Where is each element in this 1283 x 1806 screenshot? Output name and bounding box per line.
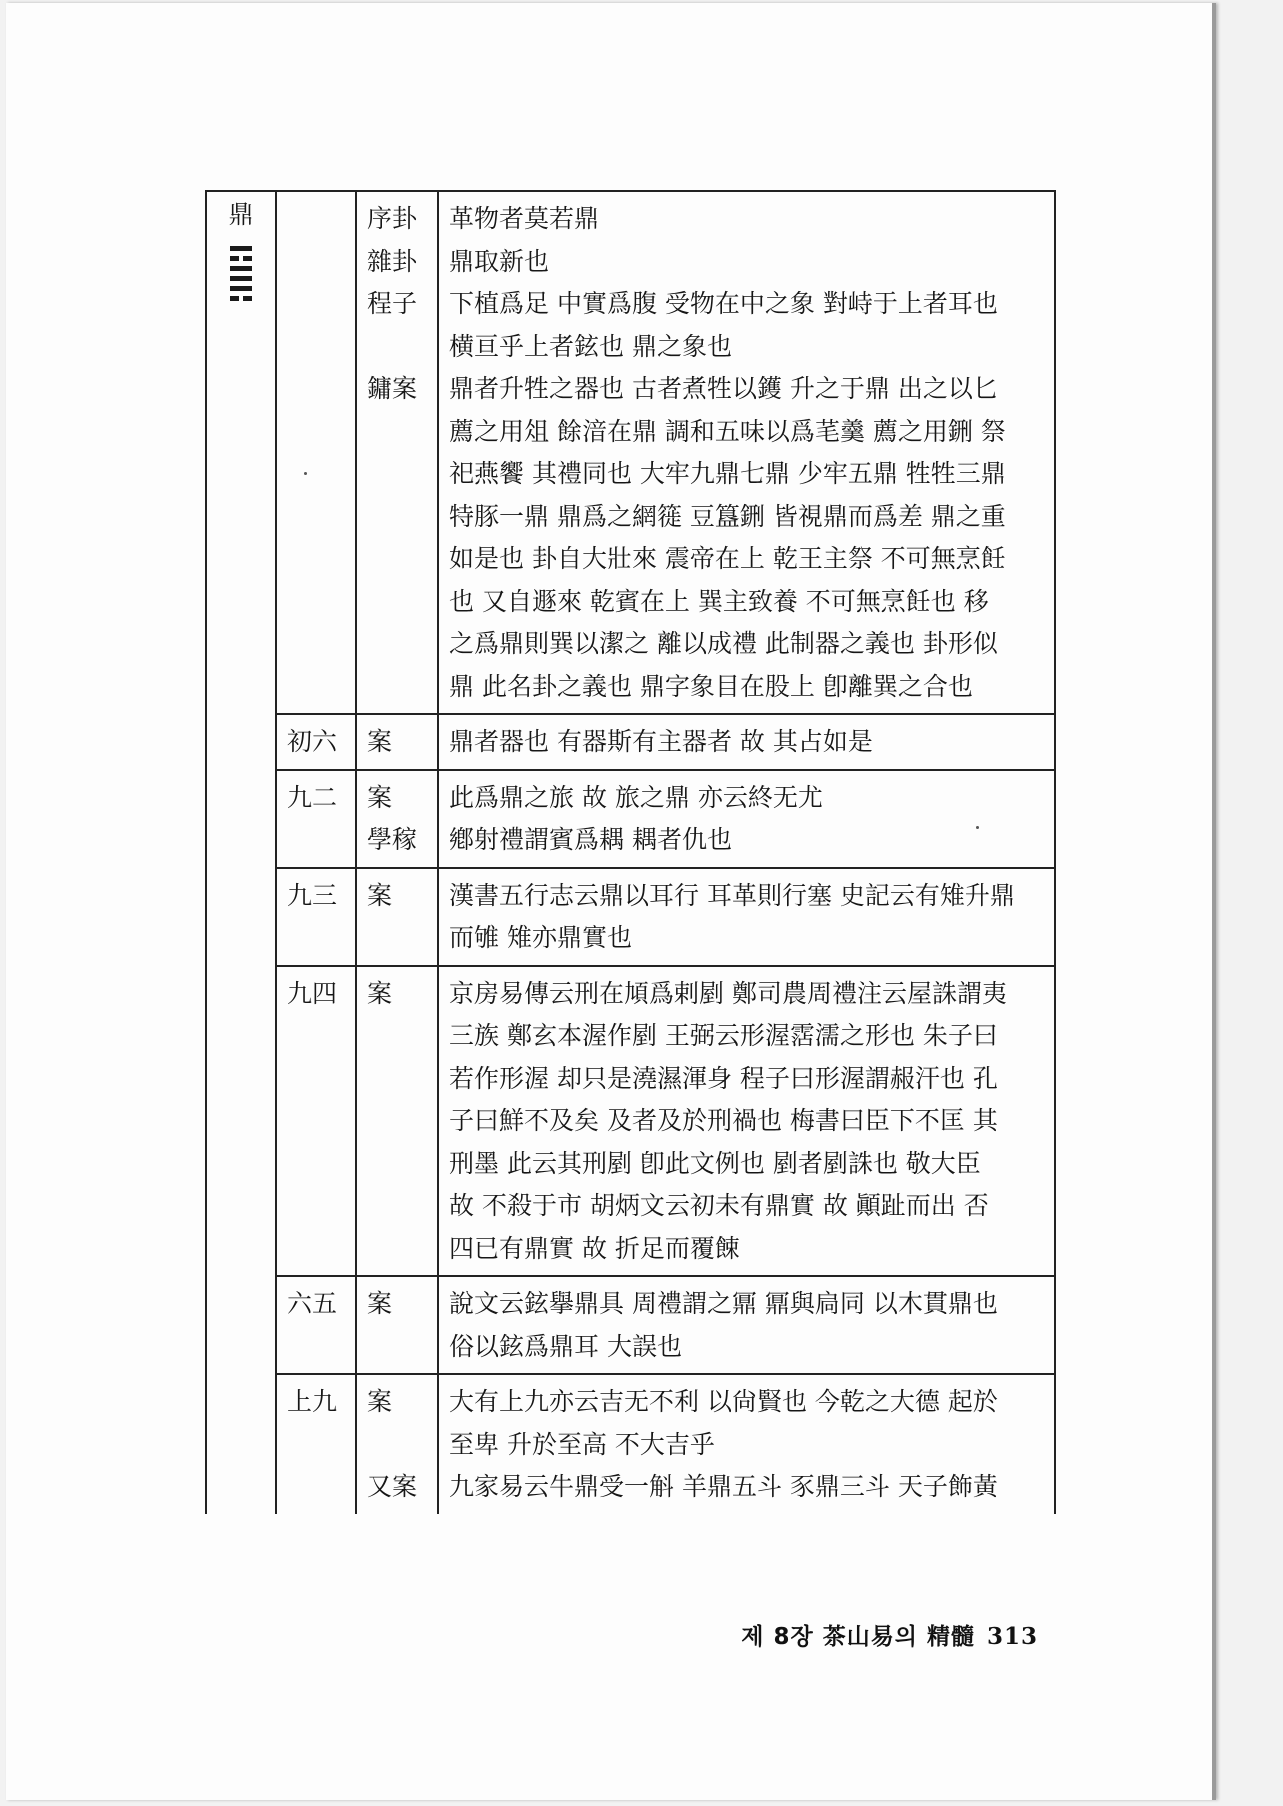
line-position: 六五 (287, 1289, 338, 1318)
text-line: 之爲鼎則巽以潔之 離以成禮 此制器之義也 卦形似 (449, 629, 998, 658)
source-label: 案 (367, 1387, 393, 1416)
text-line: 特豚一鼎 鼎爲之網簁 豆簋鉶 皆視鼎而爲差 鼎之重 (449, 501, 1006, 531)
chapter-title: 제 8장 茶山易의 精髓 (741, 1624, 975, 1650)
table-row (206, 1374, 1055, 1514)
text-line: 說文云鉉擧鼎具 周禮謂之鼏 鼏與扃同 以木貫鼎也 (449, 1289, 998, 1318)
text-line: 若作形渥 却只是澆濕渾身 程子曰形渥謂赧汗也 孔 (449, 1063, 998, 1093)
text-line: 横亘乎上者鉉也 鼎之象也 (449, 331, 732, 361)
source-label-cell (356, 966, 438, 1277)
text-line: 四已有鼎實 故 折足而覆餗 (449, 1233, 740, 1263)
commentary-cell (438, 191, 1055, 714)
text-line: 漢書五行志云鼎以耳行 耳革則行塞 史記云有雉升鼎 (449, 880, 1015, 910)
source-label: 雜卦 (367, 246, 418, 276)
line-position-cell (276, 966, 356, 1277)
text-line: 祀燕饗 其禮同也 大牢九鼎七鼎 少牢五鼎 牲牲三鼎 (449, 459, 1006, 488)
line-position: 初六 (287, 727, 338, 756)
text-line: 刑墨 此云其刑剭 卽此文例也 剭者剭誅也 敬大臣 (449, 1148, 981, 1178)
source-label-cell (356, 1374, 438, 1514)
commentary-cell (438, 868, 1055, 966)
source-label: 案 (367, 782, 393, 812)
text-line: 鼎 此名卦之義也 鼎字象目在股上 卽離巽之合也 (449, 671, 973, 701)
commentary-cell (438, 966, 1055, 1277)
commentary-cell (438, 714, 1055, 770)
source-label: 又案 (367, 1472, 418, 1501)
line-position: 九二 (287, 782, 338, 812)
text-line: 鼎取新也 (449, 246, 550, 276)
source-label-cell (356, 770, 438, 868)
text-line: 也 又自遯來 乾賓在上 巽主致養 不可無烹飪也 移 (449, 586, 989, 616)
text-line: 九家易云牛鼎受一斛 羊鼎五斗 豕鼎三斗 天子飾黃 (449, 1472, 998, 1501)
text-line: 大有上九亦云吉无不利 以尙賢也 今乾之大德 起於 (449, 1387, 998, 1416)
text-line: 如是也 卦自大壯來 震帝在上 乾王主祭 不可無烹飪 (449, 544, 1006, 573)
table-row (206, 868, 1055, 966)
table-row (206, 714, 1055, 770)
source-label-cell (356, 714, 438, 770)
line-position-cell (276, 770, 356, 868)
text-line: 革物者莫若鼎 (449, 204, 600, 233)
line-position-cell (276, 1374, 356, 1514)
source-label: 案 (367, 880, 393, 910)
source-label-cell (356, 191, 438, 714)
line-position: 上九 (287, 1387, 338, 1416)
line-position: 九三 (287, 880, 338, 910)
commentary-cell (438, 1276, 1055, 1374)
text-line: 下植爲足 中實爲腹 受物在中之象 對峙于上者耳也 (449, 289, 998, 318)
text-line: 三族 鄭玄本渥作剭 王弼云形渥霑濡之形也 朱子曰 (449, 1021, 998, 1050)
source-label: 案 (367, 978, 393, 1008)
source-label: 程子 (367, 289, 418, 318)
hexagram-name-cell (206, 191, 276, 1514)
text-line: 俗以鉉爲鼎耳 大誤也 (449, 1331, 682, 1361)
text-line: 鼎者器也 有器斯有主器者 故 其占如是 (449, 727, 873, 756)
source-label: 案 (367, 1289, 393, 1318)
commentary-cell (438, 770, 1055, 868)
text-line: 鼎者升牲之器也 古者煮牲以鑊 升之于鼎 出之以匕 (449, 374, 998, 403)
line-position-cell (276, 191, 356, 714)
page-footer (741, 1618, 1038, 1651)
text-line: 薦之用俎 餘湆在鼎 調和五味以爲芼羹 薦之用鉶 祭 (449, 416, 1006, 446)
source-label: 鏞案 (367, 374, 418, 403)
line-position-cell (276, 714, 356, 770)
text-line: 而雊 雉亦鼎實也 (449, 923, 632, 952)
commentary-cell (438, 1374, 1055, 1514)
line-position-cell (276, 1276, 356, 1374)
table-row (206, 770, 1055, 868)
hexagram-ding-icon (230, 246, 252, 301)
source-label-cell (356, 868, 438, 966)
speck (304, 472, 307, 475)
source-label-cell (356, 1276, 438, 1374)
text-line: 子曰鮮不及矣 及者及於刑禍也 梅書曰臣下不匡 其 (449, 1106, 998, 1135)
table-row (206, 191, 1055, 714)
text-line: 至卑 升於至高 不大吉乎 (449, 1429, 715, 1459)
table-row (206, 1276, 1055, 1374)
line-position: 九四 (287, 978, 338, 1008)
text-line: 京房易傳云刑在頄爲剌剭 鄭司農周禮注云屋誅謂夷 (449, 978, 1007, 1008)
text-line: 故 不殺于市 胡炳文云初未有鼎實 故 顚趾而出 否 (449, 1191, 989, 1220)
speck (976, 826, 979, 829)
hexagram-name: 鼎 (228, 200, 254, 229)
source-label: 案 (367, 727, 393, 756)
text-line: 鄕射禮謂賓爲耦 耦者仇也 (449, 825, 732, 854)
source-label: 序卦 (367, 204, 418, 233)
line-position-cell (276, 868, 356, 966)
source-label: 學稼 (367, 825, 418, 854)
text-line: 此爲鼎之旅 故 旅之鼎 亦云終无尤 (449, 782, 823, 812)
hexagram-table (205, 190, 1056, 1514)
table-row (206, 966, 1055, 1277)
page-number: 313 (986, 1623, 1038, 1650)
